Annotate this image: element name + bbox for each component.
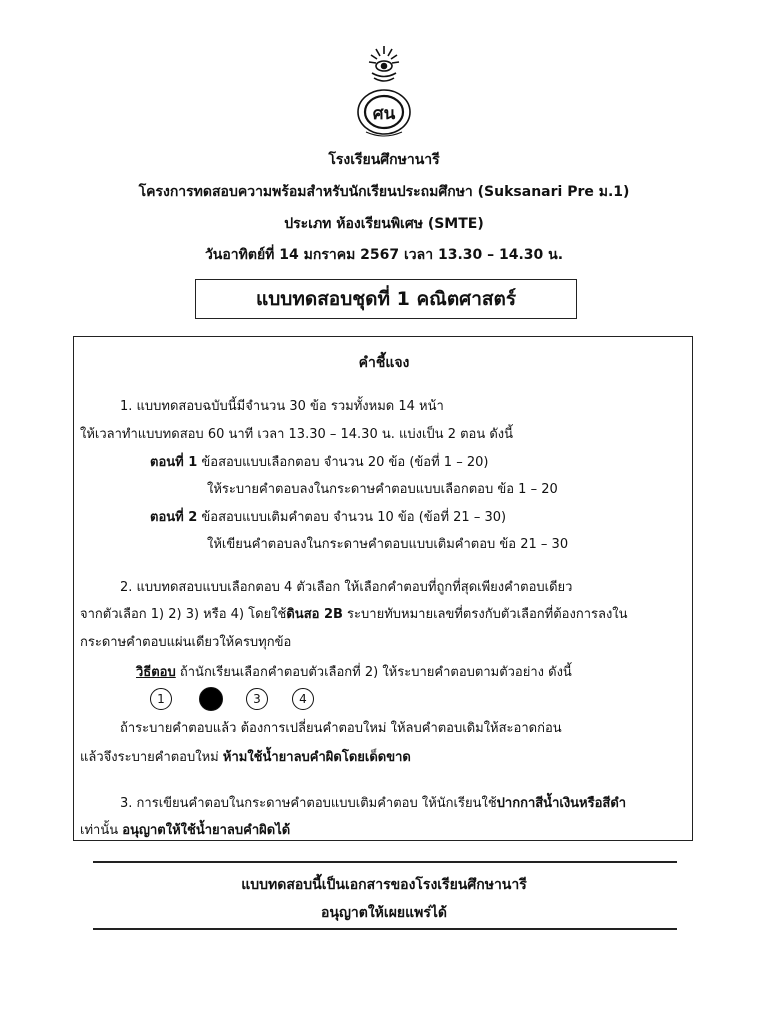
example-choice-4-icon: 4 [292,688,314,710]
item2-line3: กระดาษคำตอบแผ่นเดียวให้ครบทุกข้อ [80,635,292,650]
pen-color-emphasis: ปากกาสีน้ำเงินหรือสีดำ [496,796,627,811]
item2-line1: 2. แบบทดสอบแบบเลือกตอบ 4 ตัวเลือก ให้เลือกคำตอบที่ถูกที่สุดเพียงคำตอบเดียว [120,580,573,595]
no-correction-fluid-warning: ห้ามใช้น้ำยาลบคำผิดโดยเด็ดขาด [222,750,411,765]
example-choice-1-icon: 1 [150,688,172,710]
footer-line1: แบบทดสอบนี้เป็นเอกสารของโรงเรียนศึกษานารี [241,877,527,893]
item2-line2 [80,603,628,624]
example-choice-3-icon: 3 [246,688,268,710]
item3-line2 [80,819,290,840]
exam-datetime: วันอาทิตย์ที่ 14 มกราคม 2567 เวลา 13.30 – 14.30 น. [204,247,564,263]
example-choice-2-filled-icon [199,687,223,711]
part2-sub: ให้เขียนคำตอบลงในกระดาษคำตอบแบบเติมคำตอบ ข้อ 21 – 30 [207,537,569,552]
change-line2-a: แล้วจึงระบายคำตอบใหม่ [80,750,223,765]
school-seal-icon [346,40,422,140]
item3-line1-a: 3. การเขียนคำตอบในกระดาษคำตอบแบบเติมคำตอบ ให้นักเรียนใช้ [120,796,497,811]
correction-fluid-allowed: อนุญาตให้ใช้น้ำยาลบคำผิดได้ [122,823,291,838]
footer-top-rule [93,861,677,863]
exam-title: แบบทดสอบชุดที่ 1 คณิตศาสตร์ [255,288,517,310]
part1-text: ข้อสอบแบบเลือกตอบ จำนวน 20 ข้อ (ข้อที่ 1 – 20) [197,455,489,470]
project-title: โครงการทดสอบความพร้อมสำหรับนักเรียนประถมศึกษา (Suksanari Pre ม.1) [138,184,630,200]
school-logo [346,40,422,140]
method-row [136,661,572,682]
svg-text:ศน: ศน [372,104,396,124]
item2-line2-c: ระบายทับหมายเลขที่ตรงกับตัวเลือกที่ต้องการลงใน [342,607,628,622]
change-line1: ถ้าระบายคำตอบแล้ว ต้องการเปลี่ยนคำตอบใหม่ ให้ลบคำตอบเดิมให้สะอาดก่อน [120,721,562,736]
footer-bottom-rule [93,928,677,930]
part1-sub: ให้ระบายคำตอบลงในกระดาษคำตอบแบบเลือกตอบ ข้อ 1 – 20 [207,482,558,497]
item1-line2: ให้เวลาทำแบบทดสอบ 60 นาที เวลา 13.30 – 14.30 น. แบ่งเป็น 2 ตอน ดังนี้ [80,427,514,442]
part2-label: ตอนที่ 2 [150,510,198,525]
method-label: วิธีตอบ [136,665,176,680]
part1-label: ตอนที่ 1 [150,455,198,470]
change-line2 [80,746,411,767]
item3-line1 [120,792,626,813]
item3-line2-a: เท่านั้น [80,823,123,838]
item1-line1: 1. แบบทดสอบฉบับนี้มีจำนวน 30 ข้อ รวมทั้งหมด 14 หน้า [120,399,444,414]
exam-title-box [195,279,577,319]
footer-line2: อนุญาตให้เผยแพร่ได้ [320,905,448,921]
school-name: โรงเรียนศึกษานารี [328,152,440,168]
instructions-heading: คำชี้แจง [358,355,410,371]
part2-text: ข้อสอบแบบเติมคำตอบ จำนวน 10 ข้อ (ข้อที่ 21 – 30) [197,510,507,525]
part2-row [150,506,506,527]
item2-line2-a: จากตัวเลือก 1) 2) 3) หรือ 4) โดยใช้ [80,607,287,622]
exam-category: ประเภท ห้องเรียนพิเศษ (SMTE) [284,216,484,232]
pencil-2b-emphasis: ดินสอ 2B [286,607,343,622]
part1-row [150,451,488,472]
method-text: ถ้านักเรียนเลือกคำตอบตัวเลือกที่ 2) ให้ระบายคำตอบตามตัวอย่าง ดังนี้ [175,665,572,680]
